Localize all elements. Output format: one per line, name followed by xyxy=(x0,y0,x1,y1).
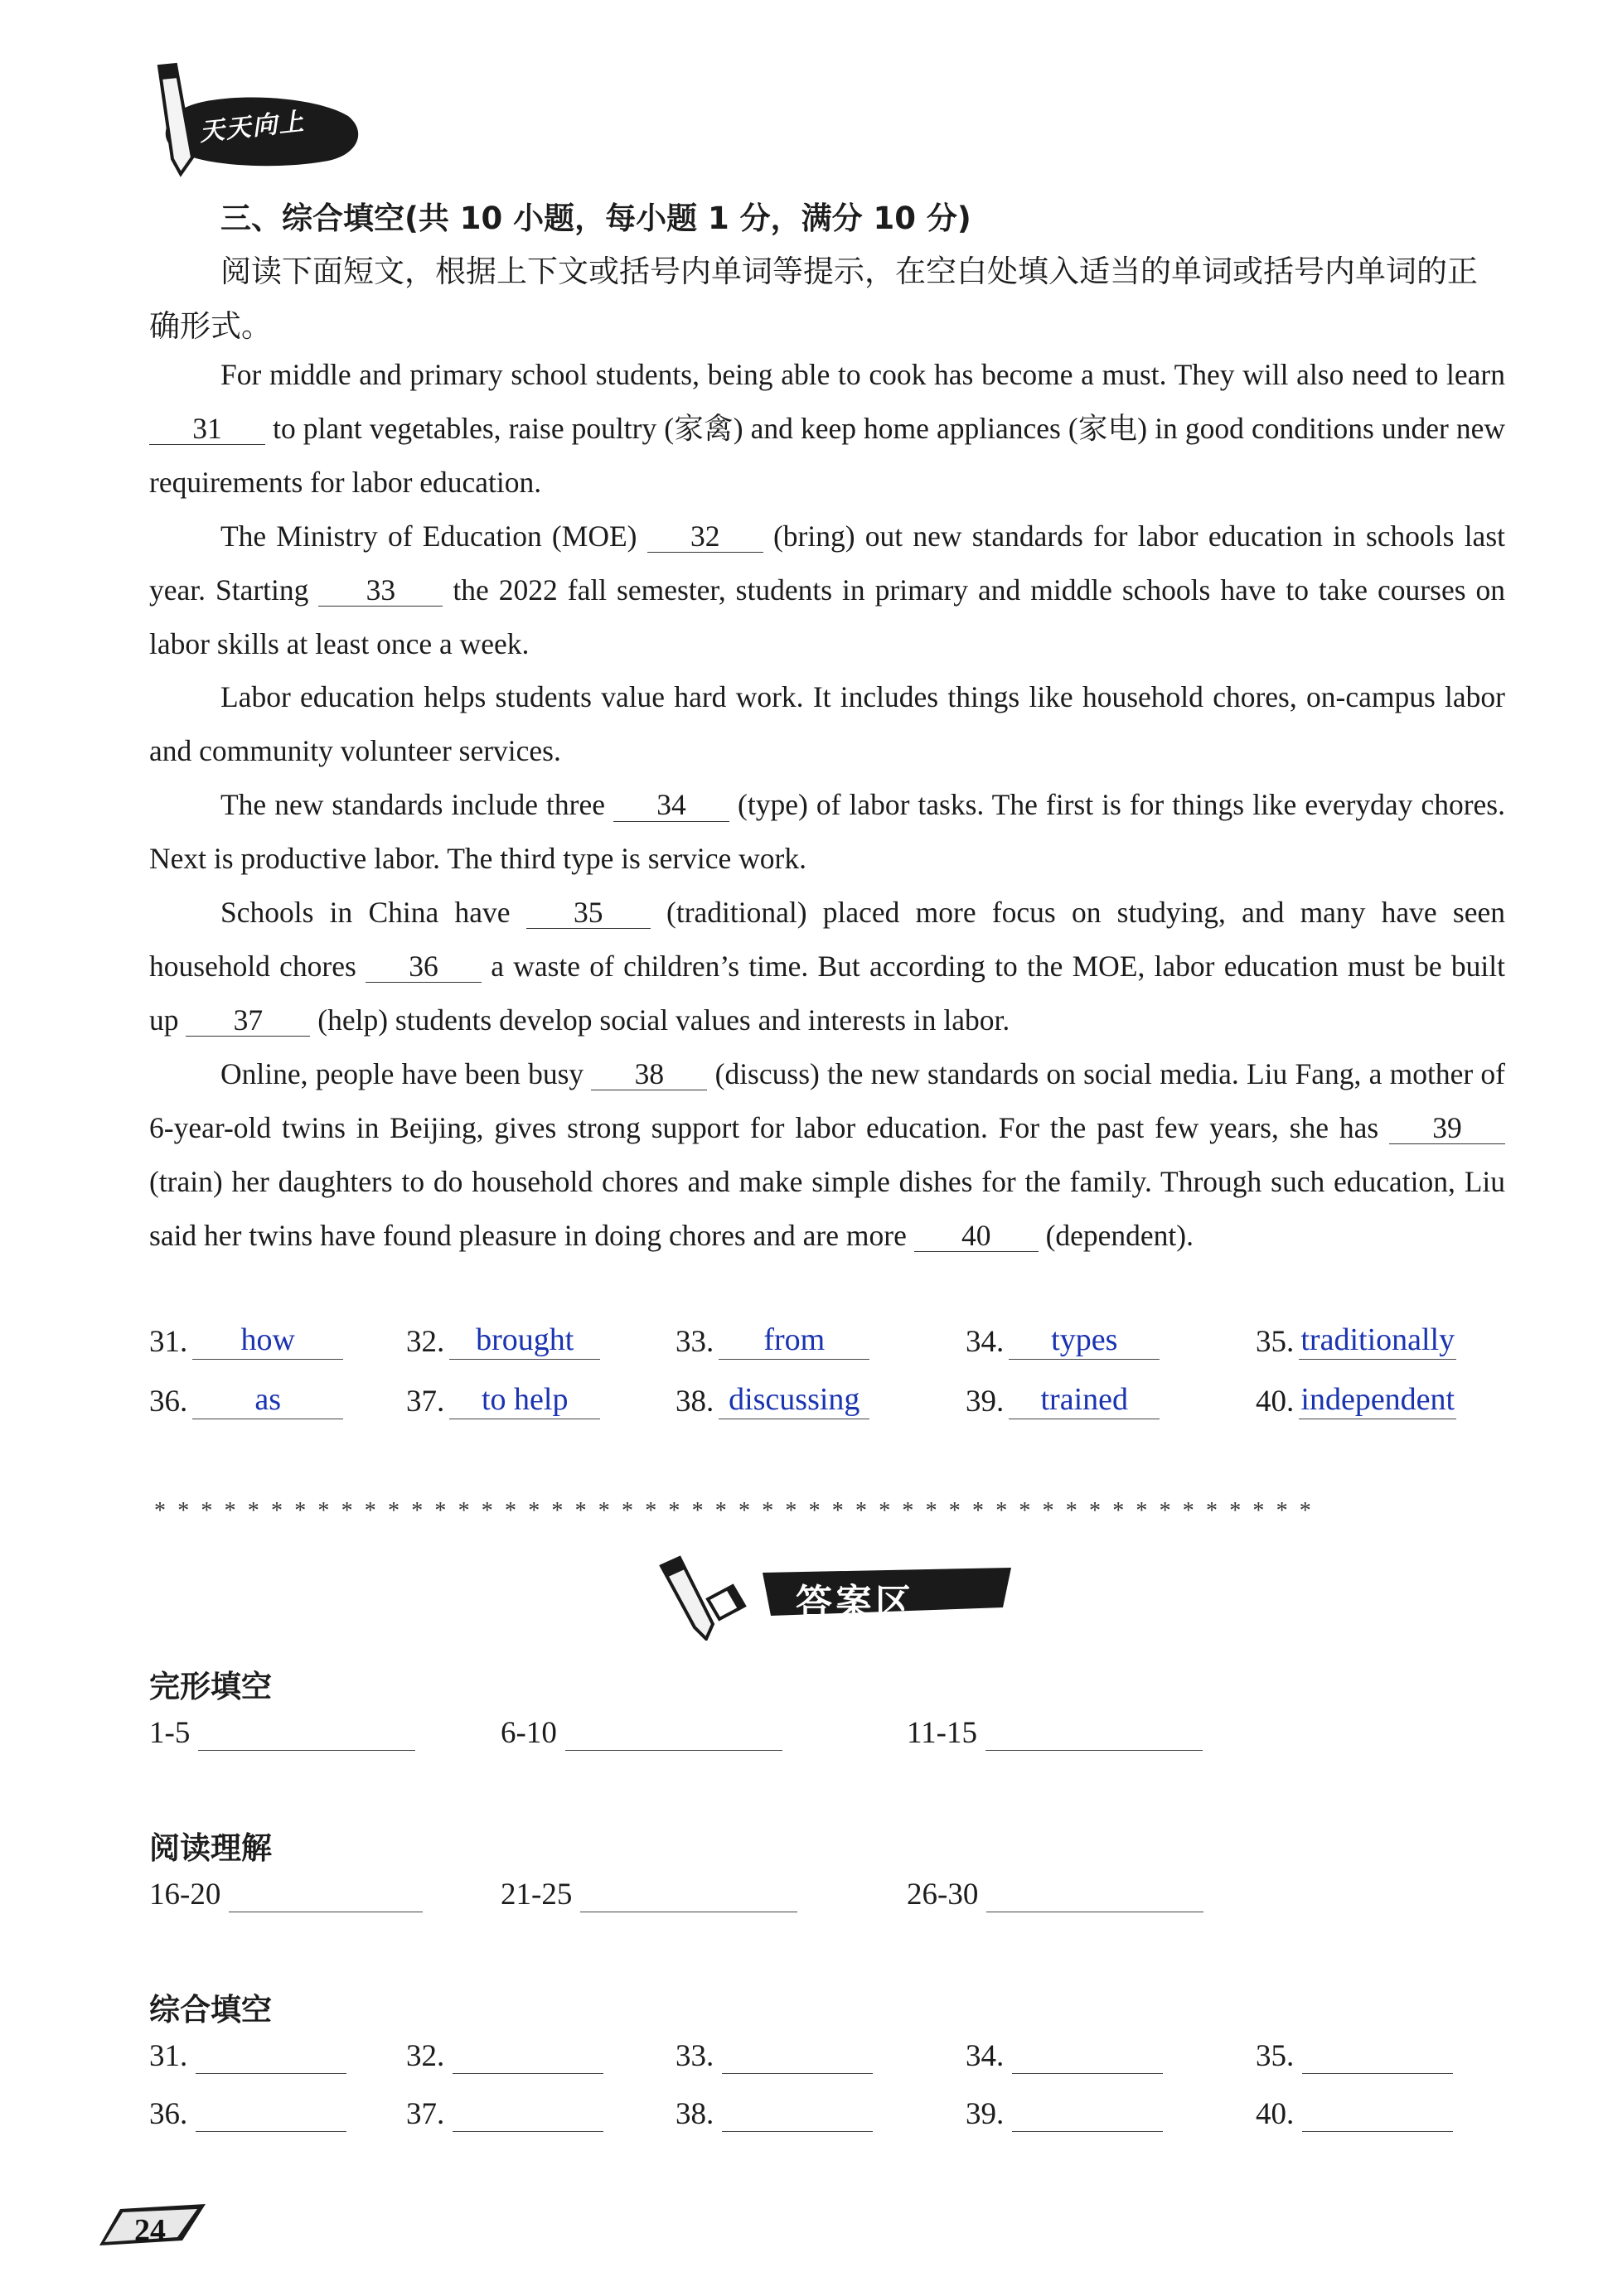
reading-range: 16-20 xyxy=(149,1877,423,1912)
cloze-row xyxy=(149,1715,1517,1765)
fill-row: 36. 37. 38. 39. 40. xyxy=(149,2096,1517,2146)
blank-31: 31 xyxy=(149,413,265,445)
passage-paragraph: For middle and primary school students, being able to cook has become a must. They will also need to learn 31 to plant vegetables, raise poultry (家禽) and keep home appliances (家电) in good conditions under new requirements for labor education. xyxy=(149,358,1505,499)
reading-passage xyxy=(149,348,1505,1262)
answer-39: trained xyxy=(1009,1382,1160,1419)
answer-item: 38. discussing xyxy=(676,1382,869,1432)
fill-row: 31. 32. 33. 34. 35. xyxy=(149,2038,1517,2088)
page-number: 24 xyxy=(134,2213,166,2248)
answer-36: as xyxy=(192,1382,343,1419)
eraser-icon xyxy=(708,1586,744,1619)
answer-item: 39. trained xyxy=(966,1382,1160,1432)
answer-item: 34. types xyxy=(966,1322,1160,1372)
answer-line[interactable] xyxy=(580,1878,797,1912)
answer-row xyxy=(149,1322,1517,1372)
answer-item: 35. traditionally xyxy=(1256,1322,1456,1372)
reading-range: 21-25 xyxy=(501,1877,797,1912)
blank-40: 40 xyxy=(914,1221,1039,1252)
section-title: 三、综合填空(共 10 小题，每小题 1 分，满分 10 分) xyxy=(220,201,971,236)
answer-item: 32. brought xyxy=(406,1322,600,1372)
passage-paragraph: Schools in China have 35 (traditional) placed more focus on studying, and many have seen household chores 36 a waste of children’s time. But according to the MOE, labor education must be built up 37 (help) students develop social values and interests in labor. xyxy=(149,896,1505,1037)
cloze-title: 完形填空 xyxy=(149,1669,272,1704)
answer-40: independent xyxy=(1299,1382,1456,1419)
instruction-text: 阅读下面短文，根据上下文或括号内单词等提示，在空白处填入适当的单词或括号内单词的正确形式。 xyxy=(149,254,1478,344)
answer-line[interactable] xyxy=(1302,2040,1453,2074)
answer-line[interactable] xyxy=(453,2040,603,2074)
logo-text: 天天向上 xyxy=(197,107,307,147)
answer-line[interactable] xyxy=(1012,2040,1163,2074)
fill-title: 综合填空 xyxy=(149,1992,272,2028)
blank-36: 36 xyxy=(366,951,482,983)
passage-paragraph: The new standards include three 34 (type) of labor tasks. The first is for things like everyday chores. Next is productive labor. The third type is service work. xyxy=(149,788,1505,876)
cloze-range: 1-5 xyxy=(149,1715,415,1751)
answer-area-title: 答案区 xyxy=(796,1582,915,1624)
answer-line[interactable] xyxy=(196,2098,346,2132)
reading-range: 26-30 xyxy=(907,1877,1203,1912)
answer-line[interactable] xyxy=(722,2040,873,2074)
pencil-icon xyxy=(661,1558,713,1639)
answer-34: types xyxy=(1009,1322,1160,1360)
answer-item: 40. independent xyxy=(1256,1382,1456,1432)
answer-line[interactable] xyxy=(196,2040,346,2074)
answer-line[interactable] xyxy=(565,1717,782,1751)
answer-line[interactable] xyxy=(229,1878,423,1912)
answer-33: from xyxy=(719,1322,869,1360)
answer-item: 36. as xyxy=(149,1382,343,1432)
answer-31: how xyxy=(192,1322,343,1360)
answer-38: discussing xyxy=(719,1382,869,1419)
blank-35: 35 xyxy=(526,897,651,929)
blank-37: 37 xyxy=(186,1005,310,1037)
answer-row xyxy=(149,1382,1517,1432)
answer-35: traditionally xyxy=(1299,1322,1456,1360)
answer-line[interactable] xyxy=(198,1717,415,1751)
reading-title: 阅读理解 xyxy=(149,1830,272,1866)
cloze-range: 6-10 xyxy=(501,1715,782,1751)
answer-line[interactable] xyxy=(453,2098,603,2132)
blank-33: 33 xyxy=(318,575,443,607)
answer-37: to help xyxy=(449,1382,600,1419)
answer-item: 37. to help xyxy=(406,1382,600,1432)
answer-32: brought xyxy=(449,1322,600,1360)
cloze-range: 11-15 xyxy=(907,1715,1203,1751)
answer-line[interactable] xyxy=(985,1717,1203,1751)
reading-row xyxy=(149,1877,1517,1926)
blank-34: 34 xyxy=(613,790,729,821)
answer-line[interactable] xyxy=(1012,2098,1163,2132)
passage-paragraph: The Ministry of Education (MOE) 32 (bring) out new standards for labor education in schools last year. Starting 33 the 2022 fall semester, students in primary and middle schools have to take courses on labor skills at least once a week. xyxy=(149,519,1506,660)
passage-paragraph: Online, people have been busy 38 (discuss) the new standards on social media. Liu Fang, a mother of 6-year-old twins in Beijing, gives strong support for labor education. For the past few years, she has 39 (train) her daughters to do household chores and make simple dishes for the family. Through such education, Liu said her twins have found pleasure in doing chores and are more 40 (dependent). xyxy=(149,1056,1505,1252)
passage-paragraph: Labor education helps students value hard work. It includes things like household chores, on-campus labor and community volunteer services. xyxy=(149,680,1505,768)
blank-32: 32 xyxy=(647,521,763,553)
blank-38: 38 xyxy=(591,1059,707,1090)
star-separator: ************************************************** xyxy=(154,1498,1323,1524)
blank-39: 39 xyxy=(1389,1113,1505,1144)
answer-line[interactable] xyxy=(1302,2098,1453,2132)
answer-line[interactable] xyxy=(722,2098,873,2132)
answer-item: 31. how xyxy=(149,1322,343,1372)
answer-item: 33. from xyxy=(676,1322,869,1372)
answer-line[interactable] xyxy=(986,1878,1203,1912)
